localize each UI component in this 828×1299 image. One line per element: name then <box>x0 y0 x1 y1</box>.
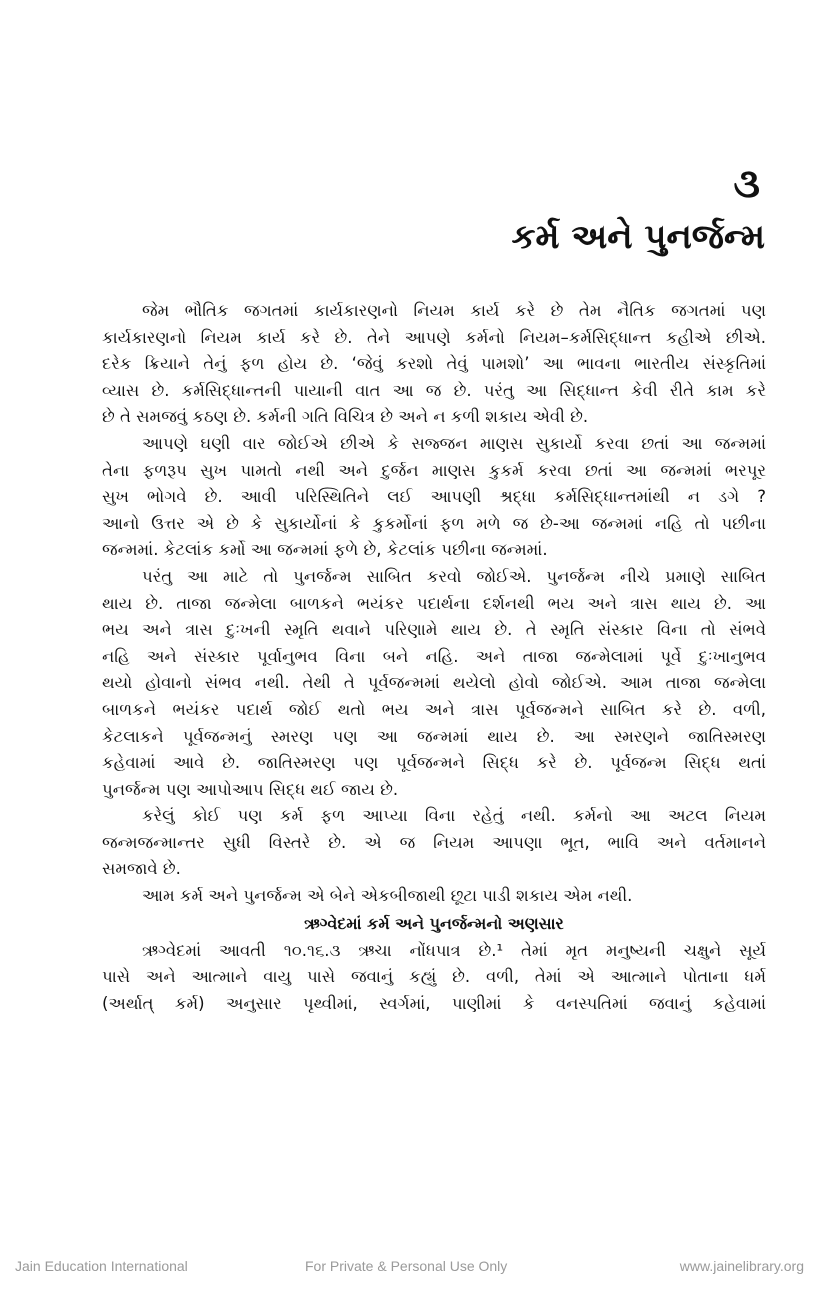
section-heading: ઋગ્વેદમાં કર્મ અને પુનર્જન્મનો અણસાર <box>304 913 564 933</box>
text-line: પરંતુ આ માટે તો પુનર્જન્મ સાબિત કરવો જોઈએ. પુનર્જન્મ નીચે પ્રમાણે સાબિત <box>142 566 766 586</box>
page-footer <box>0 1258 828 1280</box>
text-line: ભય અને ત્રાસ દુઃખની સ્મૃતિ થવાને પરિણામે થાય છે. તે સ્મૃતિ સંસ્કાર વિના તો સંભવે <box>102 620 766 640</box>
chapter-title: કર્મ અને પુનર્જન્મ <box>511 217 765 257</box>
text-line: વ્યાસ છે. કર્મસિદ્ધાન્તની પાયાની વાત આ જ છે. પરંતુ આ સિદ્ધાન્ત કેવી રીતે કામ કરે <box>102 380 766 400</box>
text-line: પાસે અને આત્માને વાયુ પાસે જવાનું કહ્યું છે. વળી, તેમાં એ આત્માને પોતાના ધર્મ <box>102 967 766 987</box>
paragraph <box>102 803 766 883</box>
text-line: તેના ફળરૂપ સુખ પામતો નથી અને દુર્જન માણસ કુકર્મ કરવા છતાં આ જન્મમાં ભરપૂર <box>102 460 766 480</box>
footer-publisher: Jain Education International <box>15 1258 188 1274</box>
paragraph <box>102 564 766 803</box>
text-line: ઋગ્વેદમાં આવતી ૧૦.૧૬.૩ ઋચા નોંધપાત્ર છે.¹ તેમાં મૃત મનુષ્યની ચક્ષુને સૂર્ય <box>142 940 766 960</box>
text-line: આમ કર્મ અને પુનર્જન્મ એ બેને એકબીજાથી છૂટા પાડી શકાય એમ નથી. <box>142 886 633 906</box>
paragraph <box>102 298 766 431</box>
text-line: છે તે સમજવું કઠણ છે. કર્મની ગતિ વિચિત્ર છે અને ન કળી શકાય એવી છે. <box>102 407 589 427</box>
text-line: આપણે ઘણી વાર જોઈએ છીએ કે સજ્જન માણસ સુકાર્યો કરવા છતાં આ જન્મમાં <box>142 433 766 453</box>
text-line: કહેવામાં આવે છે. જાતિસ્મરણ પણ પૂર્વજન્મને સિદ્ધ કરે છે. પૂર્વજન્મ સિદ્ધ થતાં <box>102 753 766 773</box>
text-line: બાળકને ભયંકર પદાર્થ જોઈ થતો ભય અને ત્રાસ પૂર્વજન્મને સાબિત કરે છે. વળી, <box>102 699 766 719</box>
text-line: થયો હોવાનો સંભવ નથી. તેથી તે પૂર્વજન્મમાં થયેલો હોવો જોઈએ. આમ તાજા જન્મેલા <box>102 673 766 693</box>
text-line: જેમ ભૌતિક જગતમાં કાર્યકારણનો નિયમ કાર્ય કરે છે તેમ નૈતિક જગતમાં પણ <box>142 301 766 320</box>
paragraph <box>102 431 766 564</box>
text-line: પુનર્જન્મ પણ આપોઆપ સિદ્ધ થઈ જાય છે. <box>102 779 399 799</box>
footer-usage-note: For Private & Personal Use Only <box>305 1258 508 1274</box>
text-line: દરેક ક્રિયાને તેનું ફળ હોય છે. ‘જેવું કરશો તેવું પામશો’ આ ભાવના ભારતીય સંસ્કૃતિમાં <box>102 354 766 374</box>
text-line: કાર્યકારણનો નિયમ કાર્ય કરે છે. તેને આપણે કર્મનો નિયમ–કર્મસિદ્ધાન્ત કહીએ છીએ. <box>102 327 766 347</box>
text-line: (અર્થાત્ કર્મ) અનુસાર પૃથ્વીમાં, સ્વર્ગમાં, પાણીમાં કે વનસ્પતિમાં જવાનું કહેવામાં <box>102 993 766 1013</box>
chapter-number: ૩ <box>733 161 760 207</box>
text-line: નહિ અને સંસ્કાર પૂર્વાનુભવ વિના બને નહિ. અને તાજા જન્મેલામાં પૂર્વે દુઃખાનુભવ <box>102 646 766 666</box>
text-line: કરેલું કોઈ પણ કર્મ ફળ આપ્યા વિના રહેતું નથી. કર્મનો આ અટલ નિયમ <box>142 806 766 826</box>
text-line: થાય છે. તાજા જન્મેલા બાળકને ભયંકર પદાર્થના દર્શનથી ભય અને ત્રાસ થાય છે. આ <box>102 593 766 613</box>
text-line: જન્મમાં. કેટલાંક કર્મો આ જન્મમાં ફળે છે, કેટલાંક પછીના જન્મમાં. <box>102 540 548 560</box>
footer-website-link[interactable]: www.jainelibrary.org <box>679 1258 804 1274</box>
paragraph <box>102 938 766 1018</box>
text-line: કેટલાકને પૂર્વજન્મનું સ્મરણ પણ આ જન્મમાં થાય છે. આ સ્મરણને જાતિસ્મરણ <box>102 726 766 746</box>
text-line: જન્મજન્માન્તર સુધી વિસ્તરે છે. એ જ નિયમ આપણા ભૂત, ભાવિ અને વર્તમાનને <box>102 832 766 852</box>
paragraph <box>102 883 766 910</box>
text-line: સુખ ભોગવે છે. આવી પરિસ્થિતિને લઈ આપણી શ્રદ્ધા કર્મસિદ્ધાન્તમાંથી ન ડગે ? <box>102 487 766 507</box>
text-line: આનો ઉત્તર એ છે કે સુકાર્યોનાં કે કુકર્મોનાં ફળ મળે જ છે-આ જન્મમાં નહિ તો પછીના <box>102 513 766 533</box>
document-body <box>102 298 766 1017</box>
text-line: સમજાવે છે. <box>102 859 181 879</box>
